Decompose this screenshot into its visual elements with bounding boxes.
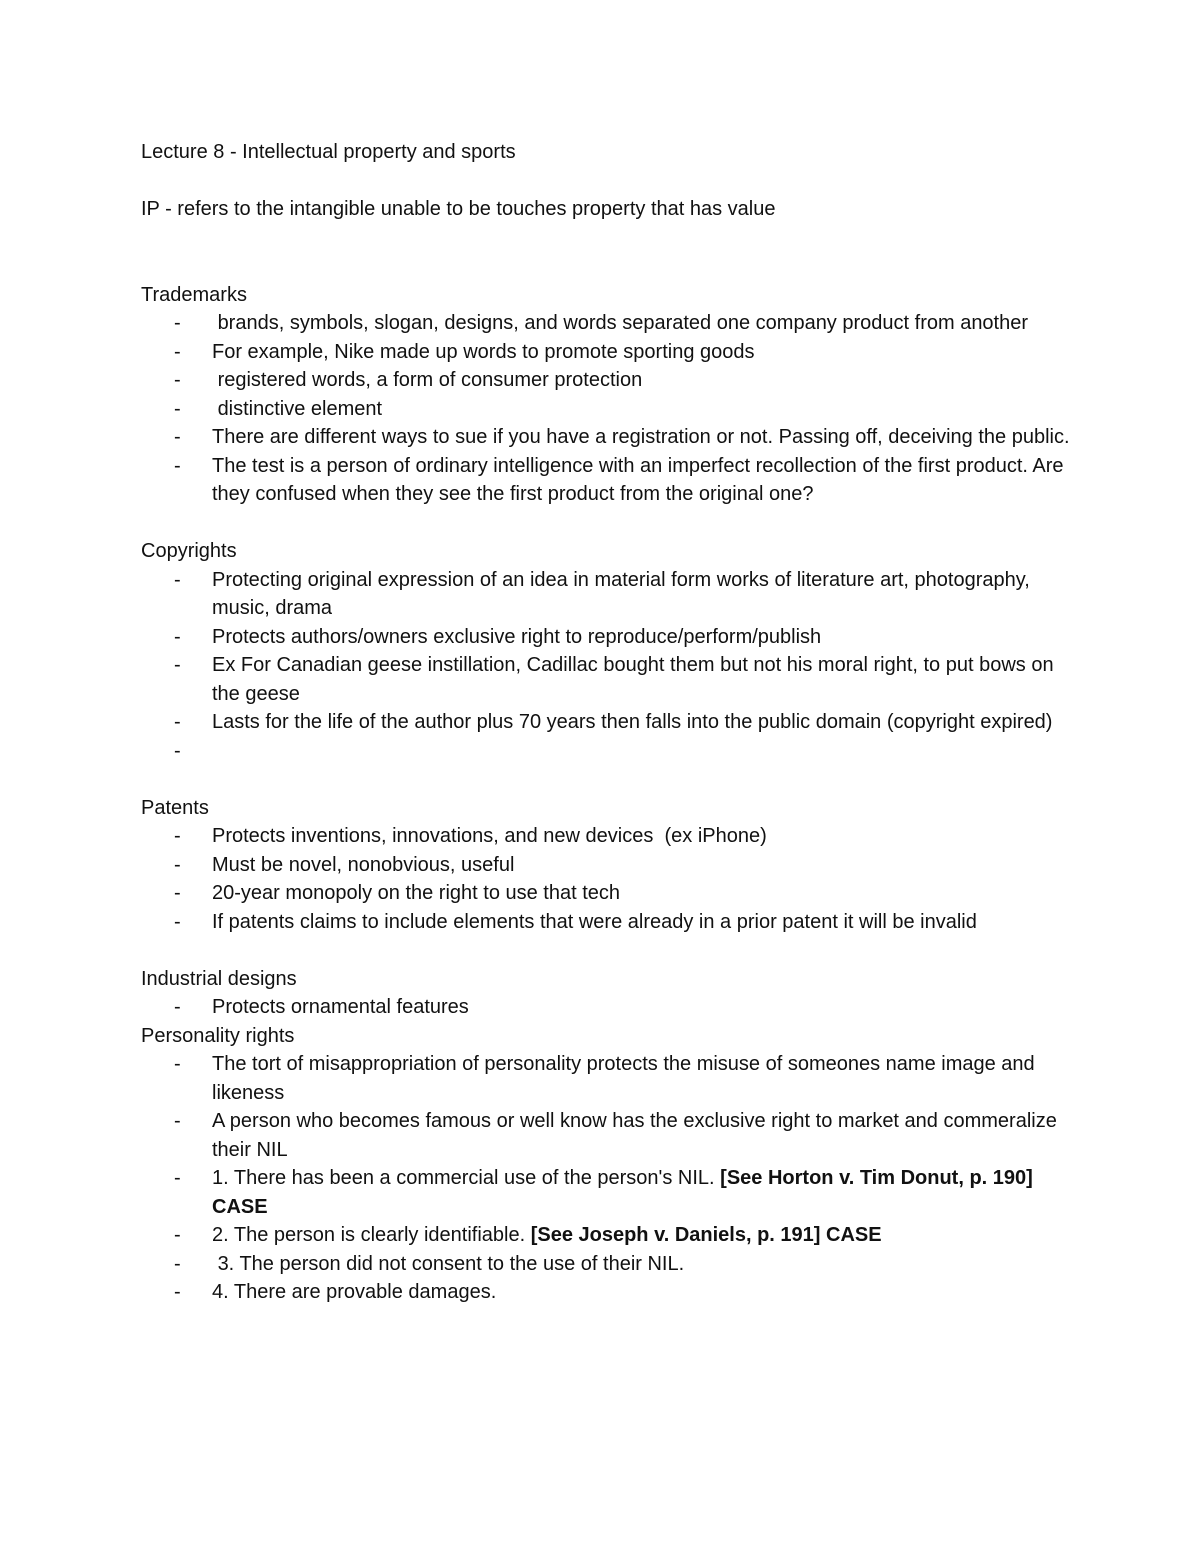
section-heading-personality-rights: Personality rights [141, 1024, 295, 1047]
document-body [141, 138, 1071, 1307]
list-item-text: If patents claims to include elements that were already in a prior patent it will be invalid [212, 910, 977, 933]
list-item-text: Protects inventions, innovations, and new devices (ex iPhone) [212, 825, 767, 847]
list-item-text: 4. There are provable damages. [212, 1281, 497, 1303]
list-item-text: There are different ways to sue if you have a registration or not. Passing off, deceiving the public. [212, 426, 1070, 448]
dash-marker: - [174, 369, 181, 391]
dash-marker: - [174, 397, 181, 420]
section-heading-industrial-designs: Industrial designs [141, 967, 297, 990]
list-item [141, 908, 1071, 937]
dash-marker: - [174, 654, 181, 676]
list-item [141, 623, 1071, 652]
trademarks-list [141, 309, 1071, 509]
list-item-text: 1. There has been a commercial use of the person's NIL. [212, 1167, 721, 1189]
list-item [141, 566, 1071, 623]
list-item-text: distinctive element [212, 397, 383, 420]
list-item-text: The tort of misappropriation of personality protects the misuse of someones name image and likeness [212, 1053, 1041, 1104]
dash-marker: - [174, 1252, 181, 1275]
dash-marker: - [174, 882, 181, 904]
list-item [141, 395, 1071, 424]
dash-marker: - [174, 853, 181, 876]
list-item-text: registered words, a form of consumer protection [212, 369, 643, 391]
dash-marker: - [174, 1224, 181, 1246]
dash-marker: - [174, 568, 181, 591]
list-item [141, 851, 1071, 880]
list-item-text: A person who becomes famous or well know has the exclusive right to market and commeralize their NIL [212, 1110, 1063, 1161]
list-item [141, 993, 1071, 1022]
dash-marker: - [174, 910, 181, 933]
spacer [141, 167, 1071, 196]
patents-list [141, 822, 1071, 936]
list-item [141, 822, 1071, 851]
dash-marker: - [174, 625, 181, 648]
list-item [141, 1221, 1071, 1250]
list-item [141, 452, 1071, 509]
spacer [141, 936, 1071, 965]
list-item [141, 708, 1071, 737]
list-item-empty [141, 737, 1071, 766]
list-item [141, 1164, 1071, 1221]
case-citation-horton: [See Horton v. Tim Donut, p. 190] CASE [212, 1167, 1039, 1218]
list-item [141, 366, 1071, 395]
list-item [141, 338, 1071, 367]
dash-marker: - [174, 711, 181, 733]
list-item [141, 651, 1071, 708]
dash-marker: - [174, 1167, 181, 1189]
section-heading-copyrights: Copyrights [141, 540, 237, 562]
dash-marker: - [174, 739, 181, 762]
industrial-designs-list [141, 993, 1071, 1022]
dash-marker: - [174, 312, 181, 334]
section-heading-patents: Patents [141, 796, 209, 819]
list-item [141, 1107, 1071, 1164]
list-item [141, 1278, 1071, 1307]
dash-marker: - [174, 1110, 181, 1132]
list-item [141, 1050, 1071, 1107]
dash-marker: - [174, 340, 181, 363]
list-item-text: brands, symbols, slogan, designs, and words separated one company product from another [212, 312, 1029, 334]
dash-marker: - [174, 454, 181, 477]
list-item-text: Lasts for the life of the author plus 70 years then falls into the public domain (copyright expired) [212, 711, 1053, 733]
dash-marker: - [174, 426, 181, 448]
case-citation-joseph: [See Joseph v. Daniels, p. 191] CASE [530, 1224, 882, 1246]
list-item-text: Protects authors/owners exclusive right to reproduce/perform/publish [212, 625, 822, 648]
ip-definition: IP - refers to the intangible unable to be touches property that has value [141, 198, 776, 220]
list-item-text: 20-year monopoly on the right to use that tech [212, 882, 621, 904]
list-item [141, 309, 1071, 338]
list-item-text: Must be novel, nonobvious, useful [212, 853, 515, 876]
dash-marker: - [174, 825, 181, 847]
list-item [141, 423, 1071, 452]
list-item-text: For example, Nike made up words to promote sporting goods [212, 340, 755, 363]
list-item-text: 3. The person did not consent to the use of their NIL. [212, 1252, 685, 1275]
list-item-text: 2. The person is clearly identifiable. [212, 1224, 531, 1246]
list-item [141, 1250, 1071, 1279]
dash-marker: - [174, 996, 181, 1018]
list-item-text: The test is a person of ordinary intelligence with an imperfect recollection of the first product. Are they confused when they see the first product from the original one? [212, 454, 1070, 505]
lecture-title: Lecture 8 - Intellectual property and sports [141, 141, 516, 163]
list-item-text: Protects ornamental features [212, 996, 469, 1018]
spacer [141, 224, 1071, 281]
list-item [141, 879, 1071, 908]
list-item-text: Ex For Canadian geese instillation, Cadillac bought them but not his moral right, to put bows on the geese [212, 654, 1060, 705]
spacer [141, 765, 1071, 794]
copyrights-list [141, 566, 1071, 766]
dash-marker: - [174, 1281, 181, 1303]
personality-rights-list [141, 1050, 1071, 1307]
list-item-text: Protecting original expression of an idea in material form works of literature art, photography, music, drama [212, 568, 1036, 619]
section-heading-trademarks: Trademarks [141, 283, 247, 306]
spacer [141, 509, 1071, 538]
dash-marker: - [174, 1053, 181, 1075]
